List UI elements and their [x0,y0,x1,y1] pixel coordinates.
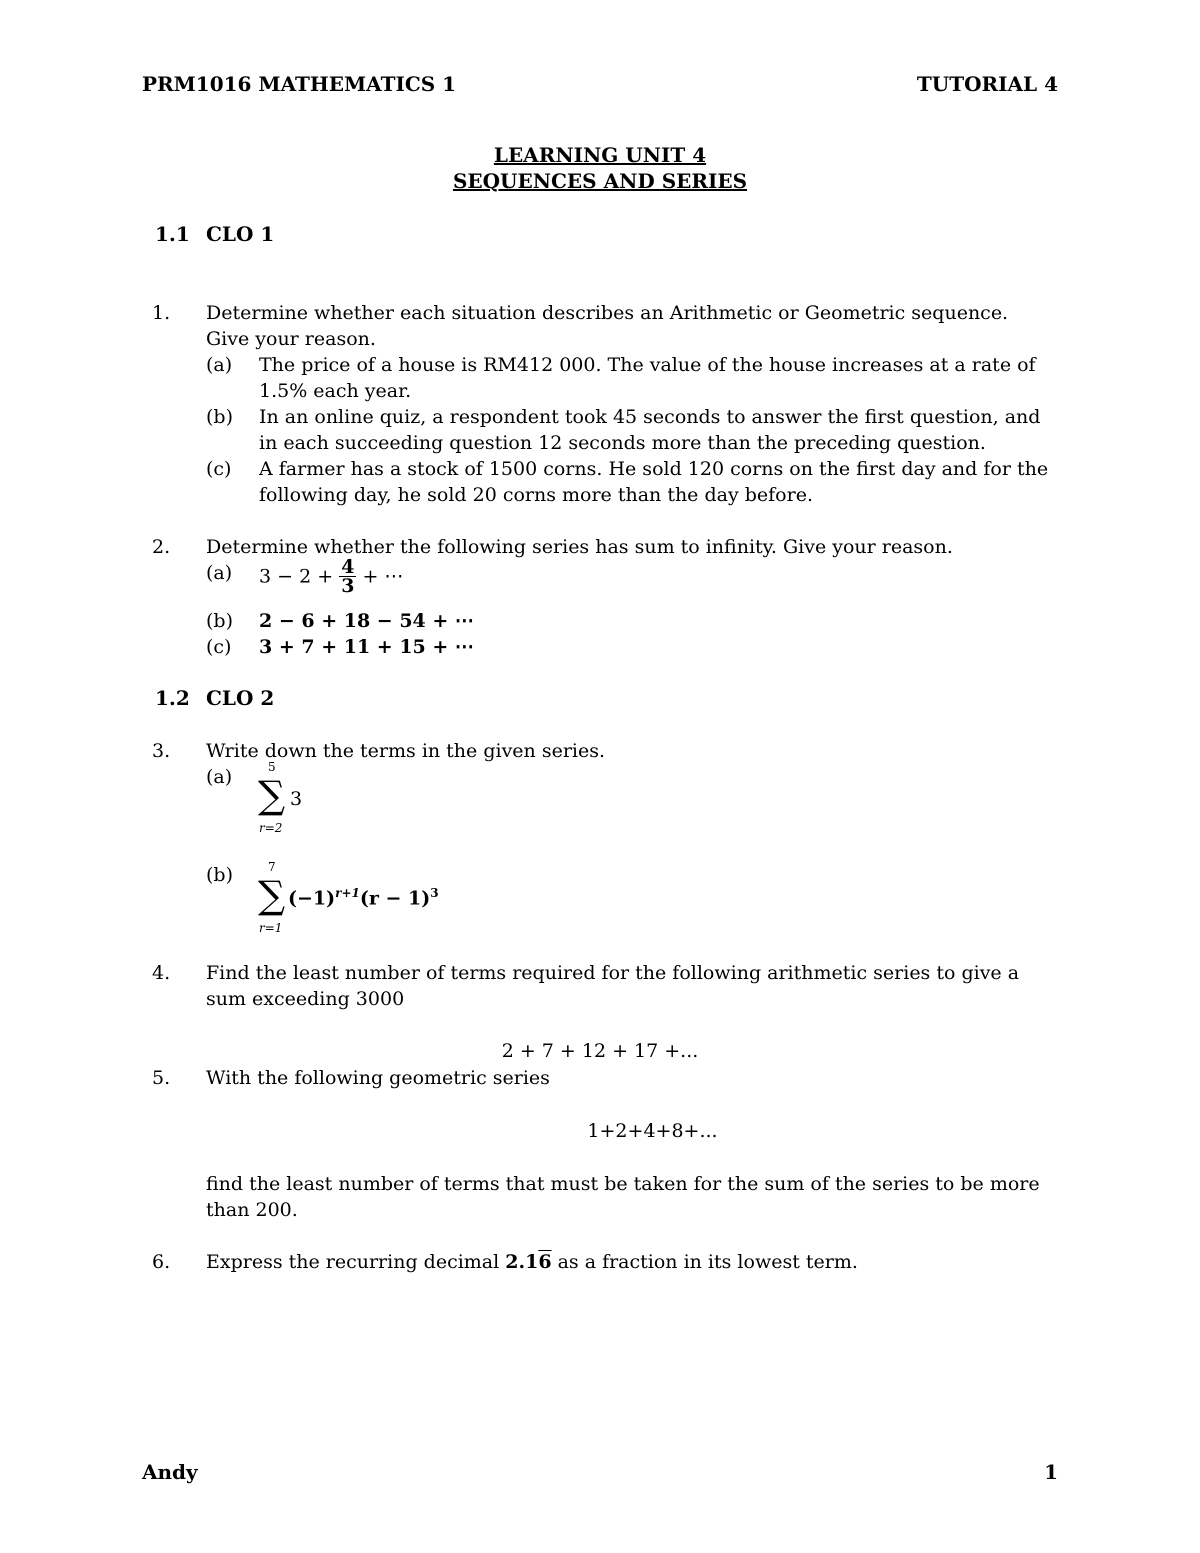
part-label: (b) [206,610,233,632]
summand-exponent: 3 [430,886,439,900]
summand-base: (−1) [288,887,336,910]
summand-base: (r − 1) [359,887,431,910]
part-label: (c) [206,636,232,658]
q6-post-text: as a fraction in its lowest term. [551,1251,858,1273]
expr-pre: 3 − 2 + [259,565,340,588]
q6-pre-text: Express the recurring decimal [206,1251,506,1273]
math-expression: 3 + 7 + 11 + 15 + ⋯ [259,636,474,658]
header-tutorial: TUTORIAL 4 [916,72,1058,96]
part-label: (c) [206,458,232,480]
question-number: 3. [152,740,171,762]
decimal-recurring-digit: 6 [538,1251,552,1273]
part-label: (b) [206,406,233,428]
math-expression [259,558,403,595]
section-number: 1.2 [155,686,190,710]
part-text: 1.5% each year. [259,380,412,402]
sum-lower-limit: r=2 [259,821,283,835]
part-text: A farmer has a stock of 1500 corns. He sold 120 corns on the first day and for the [259,458,1049,480]
expr-post: + ⋯ [356,565,404,588]
question-text: With the following geometric series [206,1067,550,1089]
sigma-symbol: ∑ [258,773,286,817]
title-line2: SEQUENCES AND SERIES [452,169,748,193]
part-label: (a) [206,562,233,584]
sum-upper-limit: 7 [268,860,276,874]
question-number: 4. [152,962,171,984]
question-text: Determine whether each situation describes an Arithmetic or Geometric sequence. [206,302,1009,324]
sigma-symbol: ∑ [258,873,286,917]
question-text: find the least number of terms that must be taken for the sum of the series to be more [206,1173,1040,1195]
sum-lower-limit: r=1 [259,921,283,935]
section-label: CLO 2 [206,686,275,710]
summand-exponent: r+1 [335,886,360,900]
question-number: 5. [152,1067,171,1089]
question-number: 6. [152,1251,171,1273]
summand [288,886,439,909]
question-text: sum exceeding 3000 [206,988,405,1010]
page-number: 1 [1044,1460,1058,1484]
series-expression: 1+2+4+8+... [587,1120,718,1142]
sum-upper-limit: 5 [268,760,276,774]
fraction-numerator: 4 [341,556,355,578]
math-expression: 2 − 6 + 18 − 54 + ⋯ [259,610,474,632]
question-text [206,1249,858,1275]
part-text: In an online quiz, a respondent took 45 seconds to answer the first question, and [259,406,1041,428]
part-label: (b) [206,864,233,886]
fraction [339,558,356,595]
question-text: Determine whether the following series has sum to infinity. Give your reason. [206,536,953,558]
part-text: The price of a house is RM412 000. The value of the house increases at a rate of [259,354,1036,376]
part-text: following day, he sold 20 corns more than the day before. [259,484,813,506]
header-course: PRM1016 MATHEMATICS 1 [142,72,457,96]
part-text: in each succeeding question 12 seconds more than the preceding question. [259,432,986,454]
footer-author: Andy [142,1460,198,1484]
section-label: CLO 1 [206,222,275,246]
question-text: Find the least number of terms required for the following arithmetic series to give a [206,962,1020,984]
fraction-denominator: 3 [341,575,355,597]
question-text: Give your reason. [206,328,376,350]
section-number: 1.1 [155,222,190,246]
recurring-decimal [505,1251,551,1273]
question-text: than 200. [206,1199,298,1221]
question-number: 1. [152,302,171,324]
summand: 3 [290,788,303,810]
question-text: Write down the terms in the given series. [206,740,606,762]
title-line1: LEARNING UNIT 4 [493,143,707,167]
series-expression: 2 + 7 + 12 + 17 +... [501,1040,699,1062]
part-label: (a) [206,354,233,376]
question-number: 2. [152,536,171,558]
part-label: (a) [206,766,233,788]
decimal-fixed-part: 2.1 [505,1251,539,1273]
